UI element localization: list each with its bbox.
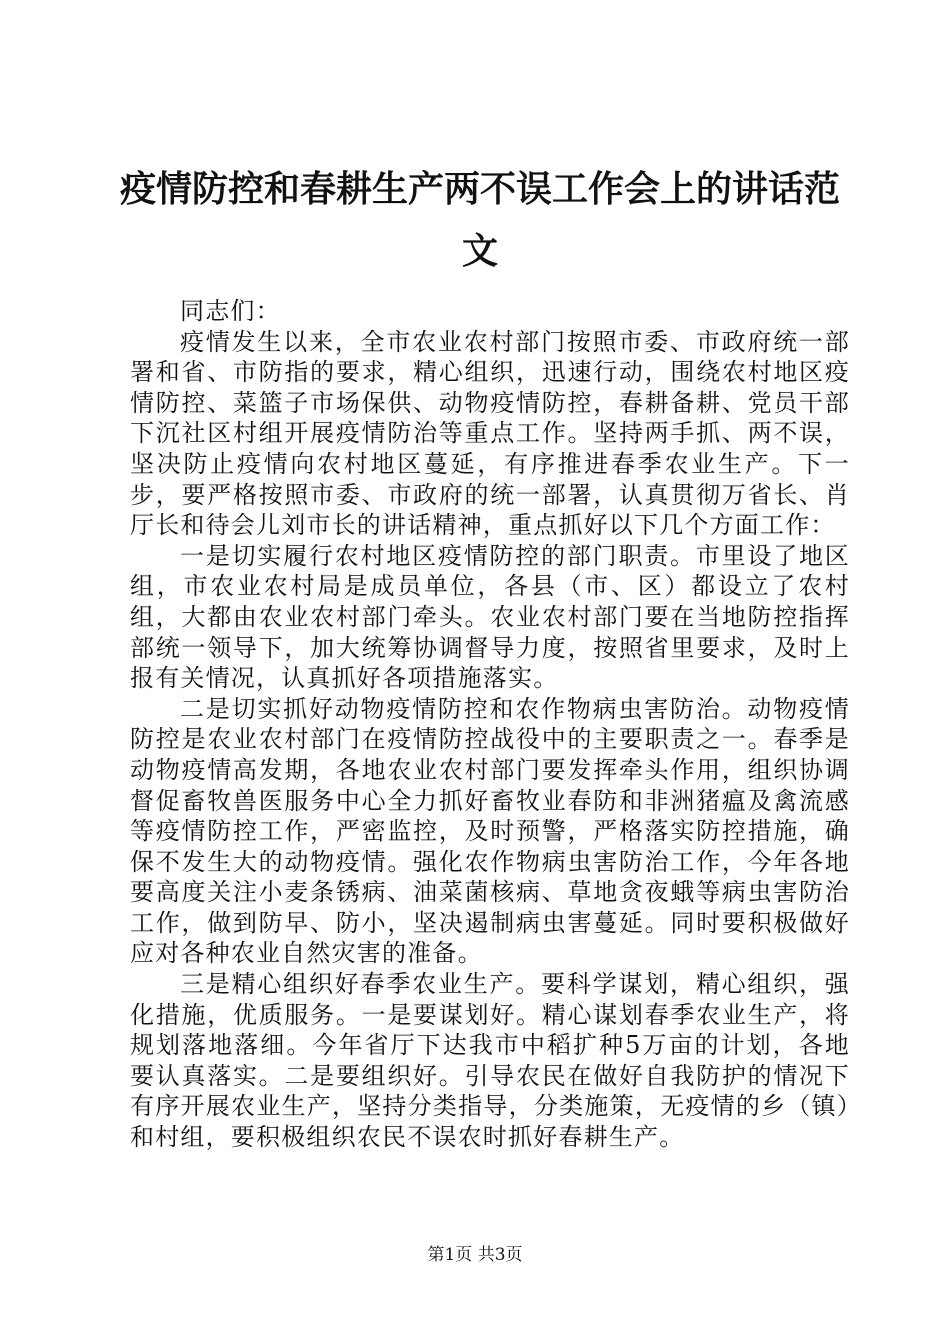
document-title: 疫情防控和春耕生产两不误工作会上的讲话范文	[119, 168, 840, 272]
paragraph-point-1: 一是切实履行农村地区疫情防控的部门职责。市里设了地区组，市农业农村局是成员单位，各县（市、区）都设立了农村组，大都由农业农村部门牵头。农业农村部门要在当地防控指挥部统一领导下，加大统筹协调督导力度，按照省里要求，及时上报有关情况，认真抓好各项措施落实。	[130, 541, 850, 693]
document-body	[130, 296, 850, 1153]
salutation: 同志们：	[180, 297, 281, 325]
paragraph-point-3: 三是精心组织好春季农业生产。要科学谋划，精心组织，强化措施，优质服务。一是要谋划好。精心谋划春季农业生产，将规划落地落细。今年省厅下达我市中稻扩种5万亩的计划，各地要认真落实。二是要组织好。引导农民在做好自我防护的情况下有序开展农业生产，坚持分类指导，分类施策，无疫情的乡（镇）和村组，要积极组织农民不误农时抓好春耕生产。	[130, 970, 850, 1152]
paragraph-point-2: 二是切实抓好动物疫情防控和农作物病虫害防治。动物疫情防控是农业农村部门在疫情防控战役中的主要职责之一。春季是动物疫情高发期，各地农业农村部门要发挥牵头作用，组织协调督促畜牧兽医服务中心全力抓好畜牧业春防和非洲猪瘟及禽流感等疫情防控工作，严密监控，及时预警，严格落实防控措施，确保不发生大的动物疫情。强化农作物病虫害防治工作，今年各地要高度关注小麦条锈病、油菜菌核病、草地贪夜蛾等病虫害防治工作，做到防早、防小，坚决遏制病虫害蔓延。同时要积极做好应对各种农业自然灾害的准备。	[130, 694, 850, 968]
paragraph-intro: 疫情发生以来，全市农业农村部门按照市委、市政府统一部署和省、市防指的要求，精心组织，迅速行动，围绕农村地区疫情防控、菜篮子市场保供、动物疫情防控，春耕备耕、党员干部下沉社区村组开展疫情防治等重点工作。坚持两手抓、两不误，坚决防止疫情向农村地区蔓延，有序推进春季农业生产。下一步，要严格按照市委、市政府的统一部署，认真贯彻万省长、肖厅长和待会儿刘市长的讲话精神，重点抓好以下几个方面工作：	[130, 327, 850, 540]
page-number-footer: 第1页 共3页	[427, 1245, 523, 1265]
